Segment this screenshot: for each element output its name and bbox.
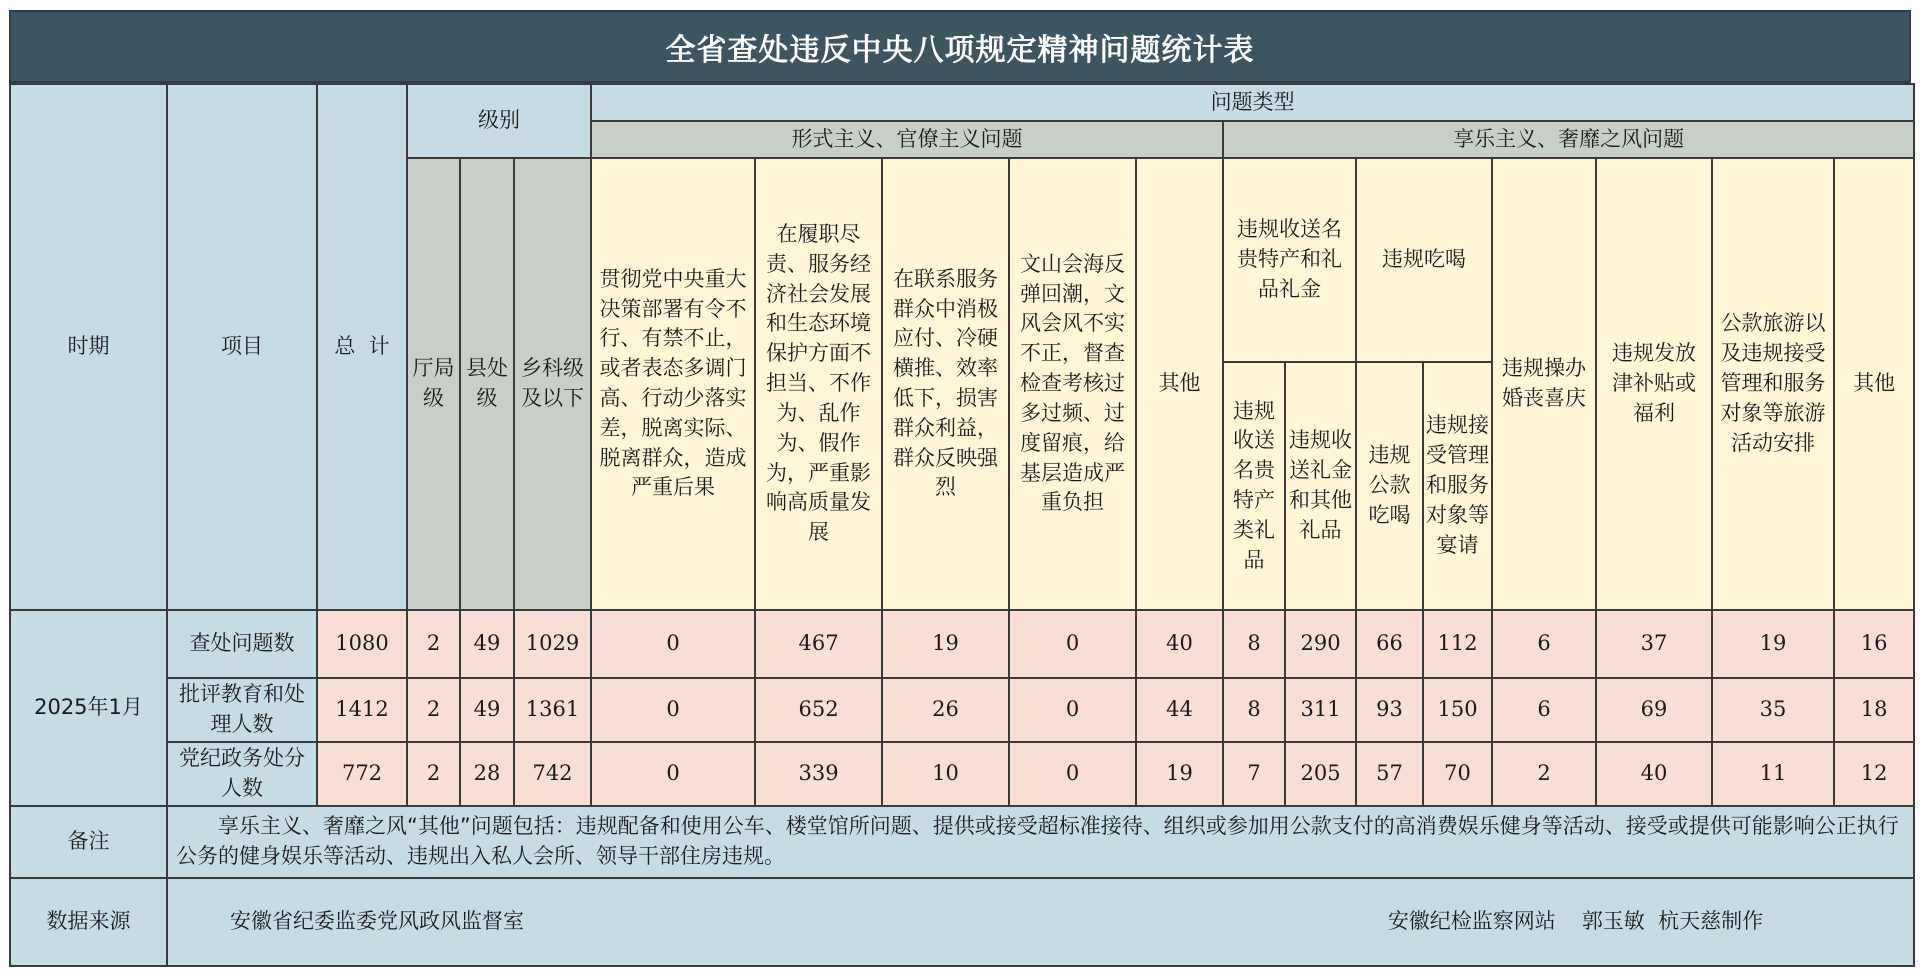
statistics-table [9, 83, 1915, 967]
level-value: 28 [460, 742, 514, 806]
total-value: 1080 [317, 610, 407, 678]
formalism-value: 0 [591, 742, 755, 806]
row-label: 党纪政务处分人数 [167, 742, 317, 806]
hedonism-value: 205 [1285, 742, 1356, 806]
formalism-value: 0 [591, 678, 755, 742]
period-cell: 2025年1月 [10, 610, 167, 806]
header-level-township: 乡科级及以下 [514, 158, 591, 610]
hedonism-value: 6 [1492, 610, 1596, 678]
header-formalism-group: 形式主义、官僚主义问题 [591, 121, 1223, 158]
formalism-value: 0 [1009, 742, 1136, 806]
hedonism-value: 11 [1712, 742, 1834, 806]
hedonism-value: 40 [1596, 742, 1712, 806]
header-hedonism-group: 享乐主义、奢靡之风问题 [1223, 121, 1914, 158]
hedonism-value: 150 [1423, 678, 1492, 742]
level-value: 49 [460, 678, 514, 742]
header-formalism-decision: 贯彻党中央重大决策部署有令不行、有禁不止，或者表态多调门高、行动少落实差，脱离实际、脱离群众，造成严重后果 [591, 158, 755, 610]
total-value: 772 [317, 742, 407, 806]
level-value: 742 [514, 742, 591, 806]
header-formalism-duty: 在履职尽责、服务经济社会发展和生态环境保护方面不担当、不作为、乱作为、假作为，严重影响高质量发展 [755, 158, 882, 610]
header-problem-type: 问题类型 [591, 84, 1914, 121]
hedonism-value: 69 [1596, 678, 1712, 742]
formalism-value: 19 [1136, 742, 1223, 806]
header-gift-specialty: 违规收送名贵特产类礼品 [1223, 362, 1285, 610]
level-value: 2 [407, 610, 460, 678]
hedonism-value: 66 [1356, 610, 1423, 678]
formalism-value: 40 [1136, 610, 1223, 678]
header-dining-banquet: 违规接受管理和服务对象等宴请 [1423, 362, 1492, 610]
header-level-bureau: 厅局级 [407, 158, 460, 610]
source-credits [1388, 907, 1763, 937]
header-gift-money: 违规收送礼金和其他礼品 [1285, 362, 1356, 610]
header-level: 级别 [407, 84, 591, 158]
hedonism-value: 12 [1834, 742, 1914, 806]
header-dining-public: 违规公款吃喝 [1356, 362, 1423, 610]
hedonism-value: 7 [1223, 742, 1285, 806]
formalism-value: 0 [591, 610, 755, 678]
row-label: 批评教育和处理人数 [167, 678, 317, 742]
hedonism-value: 19 [1712, 610, 1834, 678]
total-value: 1412 [317, 678, 407, 742]
hedonism-value: 70 [1423, 742, 1492, 806]
hedonism-value: 93 [1356, 678, 1423, 742]
formalism-value: 19 [882, 610, 1009, 678]
level-value: 2 [407, 742, 460, 806]
hedonism-value: 6 [1492, 678, 1596, 742]
header-formalism-service: 在联系服务群众中消极应付、冷硬横推、效率低下，损害群众利益，群众反映强烈 [882, 158, 1009, 610]
statistics-sheet [9, 10, 1911, 965]
formalism-value: 26 [882, 678, 1009, 742]
hedonism-value: 112 [1423, 610, 1492, 678]
level-value: 1361 [514, 678, 591, 742]
note-text: 享乐主义、奢靡之风“其他”问题包括：违规配备和使用公车、楼堂馆所问题、提供或接受超标准接待、组织或参加用公款支付的高消费娱乐健身等活动、接受或提供可能影响公正执行公务的健身娱乐等活动、违规出入私人会所、领导干部住房违规。 [167, 806, 1914, 878]
source-label: 数据来源 [10, 878, 167, 966]
header-hedonism-other: 其他 [1834, 158, 1914, 610]
table-title: 全省查处违反中央八项规定精神问题统计表 [9, 10, 1911, 83]
hedonism-value: 35 [1712, 678, 1834, 742]
hedonism-value: 290 [1285, 610, 1356, 678]
header-period: 时期 [10, 84, 167, 610]
note-label: 备注 [10, 806, 167, 878]
formalism-value: 10 [882, 742, 1009, 806]
hedonism-value: 57 [1356, 742, 1423, 806]
level-value: 49 [460, 610, 514, 678]
formalism-value: 0 [1009, 610, 1136, 678]
source-cell [167, 878, 1914, 966]
header-weddings-funerals: 违规操办婚丧喜庆 [1492, 158, 1596, 610]
hedonism-value: 37 [1596, 610, 1712, 678]
source-authors: 郭玉敏 杭天慈制作 [1581, 909, 1764, 934]
source-office: 安徽省纪委监委党风政风监督室 [230, 909, 524, 934]
header-gift-group: 违规收送名贵特产和礼品礼金 [1223, 158, 1356, 362]
header-travel: 公款旅游以及违规接受管理和服务对象等旅游活动安排 [1712, 158, 1834, 610]
header-item: 项目 [167, 84, 317, 610]
header-formalism-meetings: 文山会海反弹回潮，文风会风不实不正，督查检查考核过多过频、过度留痕，给基层造成严重负担 [1009, 158, 1136, 610]
header-dining-group: 违规吃喝 [1356, 158, 1492, 362]
header-level-county: 县处级 [460, 158, 514, 610]
level-value: 2 [407, 678, 460, 742]
header-total: 总 计 [317, 84, 407, 610]
source-website: 安徽纪检监察网站 [1387, 909, 1556, 934]
hedonism-value: 18 [1834, 678, 1914, 742]
formalism-value: 339 [755, 742, 882, 806]
hedonism-value: 8 [1223, 610, 1285, 678]
header-allowances: 违规发放津补贴或福利 [1596, 158, 1712, 610]
hedonism-value: 16 [1834, 610, 1914, 678]
formalism-value: 467 [755, 610, 882, 678]
hedonism-value: 8 [1223, 678, 1285, 742]
formalism-value: 652 [755, 678, 882, 742]
formalism-value: 0 [1009, 678, 1136, 742]
hedonism-value: 2 [1492, 742, 1596, 806]
row-label: 查处问题数 [167, 610, 317, 678]
header-formalism-other: 其他 [1136, 158, 1223, 610]
level-value: 1029 [514, 610, 591, 678]
hedonism-value: 311 [1285, 678, 1356, 742]
formalism-value: 44 [1136, 678, 1223, 742]
